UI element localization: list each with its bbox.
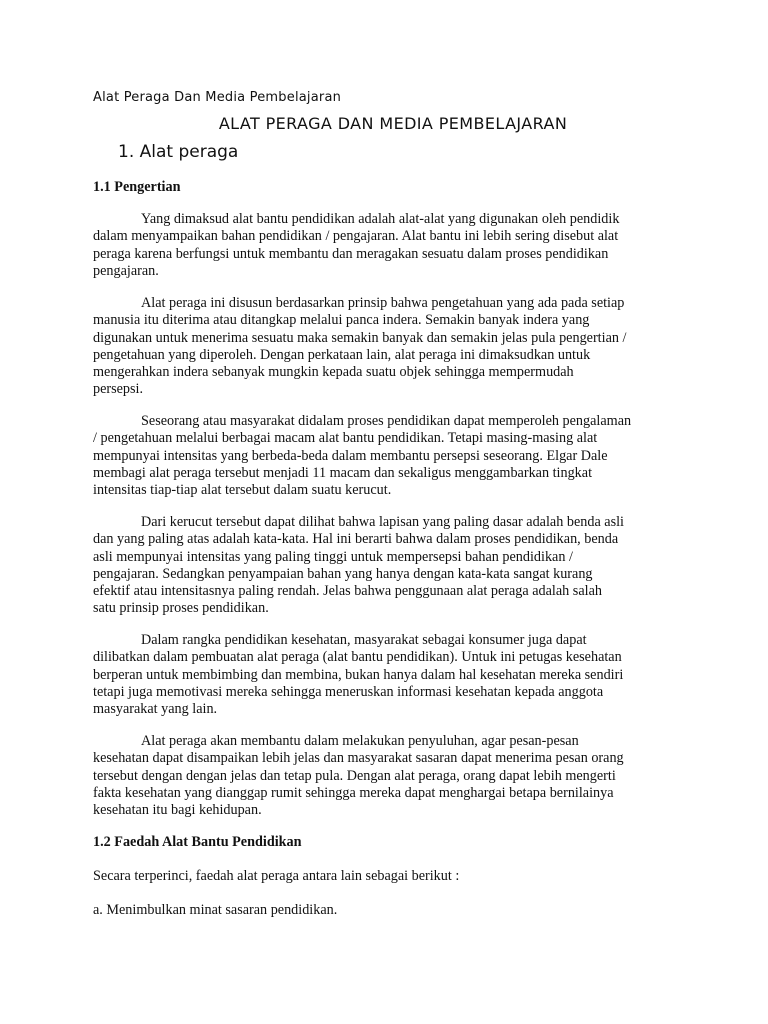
paragraph-line: Dalam rangka pendidikan kesehatan, masyarakat sebagai konsumer juga dapat	[141, 632, 587, 648]
paragraph-line: masyarakat yang lain.	[93, 701, 218, 718]
paragraph-line: mengerahkan indera sebanyak mungkin kepada suatu objek sehingga mempermudah	[93, 364, 574, 381]
paragraph-line: Alat peraga ini disusun berdasarkan prinsip bahwa pengetahuan yang ada pada setiap	[141, 295, 625, 311]
subsection-heading-faedah: 1.2 Faedah Alat Bantu Pendidikan	[93, 834, 302, 850]
section-heading: 1. Alat peraga	[118, 142, 239, 162]
paragraph-line: / pengetahuan melalui berbagai macam alat bantu pendidikan. Tetapi masing-masing alat	[93, 430, 598, 447]
paragraph-line: fakta kesehatan yang dianggap rumit sehingga mereka dapat menghargai betapa bernilainya	[93, 784, 614, 801]
paragraph-5	[93, 632, 693, 718]
list-item: a. Menimbulkan minat sasaran pendidikan.	[93, 902, 338, 918]
intro-line: Secara terperinci, faedah alat peraga antara lain sebagai berikut :	[93, 868, 460, 884]
paragraph-line: tetapi juga memotivasi mereka sehingga meneruskan informasi kesehatan kepada anggota	[93, 683, 604, 700]
paragraph-line: efektif atau intensitasnya paling rendah. Jelas bahwa penggunaan alat peraga adalah salah	[93, 583, 602, 600]
paragraph-1	[93, 211, 693, 280]
paragraph-line: pengetahuan yang diperoleh. Dengan perkataan lain, alat peraga ini dimaksudkan untuk	[93, 346, 591, 363]
paragraph-line: tersebut dengan dengan jelas dan tetap pula. Dengan alat peraga, orang dapat lebih mengerti	[93, 767, 616, 784]
paragraph-line: mempunyai intensitas yang berbeda-beda dalam membantu persepsi seseorang. Elgar Dale	[93, 447, 608, 464]
paragraph-line: dalam menyampaikan bahan pendidikan / pengajaran. Alat bantu ini lebih sering disebut alat	[93, 228, 619, 245]
paragraph-line: digunakan untuk menerima sesuatu maka semakin banyak dan semakin jelas pula pengertian /	[93, 329, 627, 346]
paragraph-line: peraga karena berfungsi untuk membantu dan meragakan sesuatu dalam proses pendidikan	[93, 245, 609, 262]
paragraph-line: Yang dimaksud alat bantu pendidikan adalah alat-alat yang digunakan oleh pendidik	[141, 211, 620, 227]
paragraph-line: satu prinsip proses pendidikan.	[93, 600, 269, 617]
paragraph-line: intensitas tiap-tiap alat tersebut dalam suatu kerucut.	[93, 482, 392, 499]
paragraph-line: persepsi.	[93, 381, 144, 398]
paragraph-4	[93, 514, 693, 618]
paragraph-line: dan yang paling atas adalah kata-kata. Hal ini berarti bahwa dalam proses pendidikan, benda	[93, 531, 619, 548]
paragraph-6	[93, 733, 693, 819]
paragraph-line: manusia itu diterima atau ditangkap melalui panca indera. Semakin banyak indera yang	[93, 312, 590, 329]
document-header: Alat Peraga Dan Media Pembelajaran	[93, 90, 342, 105]
subsection-heading-pengertian: 1.1 Pengertian	[93, 179, 181, 195]
paragraph-line: Dari kerucut tersebut dapat dilihat bahwa lapisan yang paling dasar adalah benda asli	[141, 514, 624, 530]
paragraph-line: kesehatan dapat disampaikan lebih jelas dan masyarakat sasaran dapat menerima pesan orang	[93, 750, 624, 767]
paragraph-line: pengajaran.	[93, 262, 159, 279]
paragraph-line: asli mempunyai intensitas yang paling tinggi untuk mempersepsi bahan pendidikan /	[93, 548, 573, 565]
paragraph-line: Alat peraga akan membantu dalam melakukan penyuluhan, agar pesan-pesan	[141, 733, 579, 749]
paragraph-2	[93, 295, 693, 399]
paragraph-line: Seseorang atau masyarakat didalam proses pendidikan dapat memperoleh pengalaman	[141, 413, 632, 429]
paragraph-line: kesehatan itu bagi kehidupan.	[93, 802, 262, 819]
paragraph-line: pengajaran. Sedangkan penyampaian bahan yang hanya dengan kata-kata sangat kurang	[93, 565, 593, 582]
paragraph-line: berperan untuk membimbing dan membina, bukan hanya dalam hal kesehatan mereka sendiri	[93, 666, 624, 683]
document-title: ALAT PERAGA DAN MEDIA PEMBELAJARAN	[218, 114, 568, 133]
paragraph-3	[93, 413, 693, 499]
paragraph-line: membagi alat peraga tersebut menjadi 11 macam dan sekaligus menggambarkan tingkat	[93, 464, 593, 481]
paragraph-line: dilibatkan dalam pembuatan alat peraga (alat bantu pendidikan). Untuk ini petugas kesehatan	[93, 649, 622, 666]
